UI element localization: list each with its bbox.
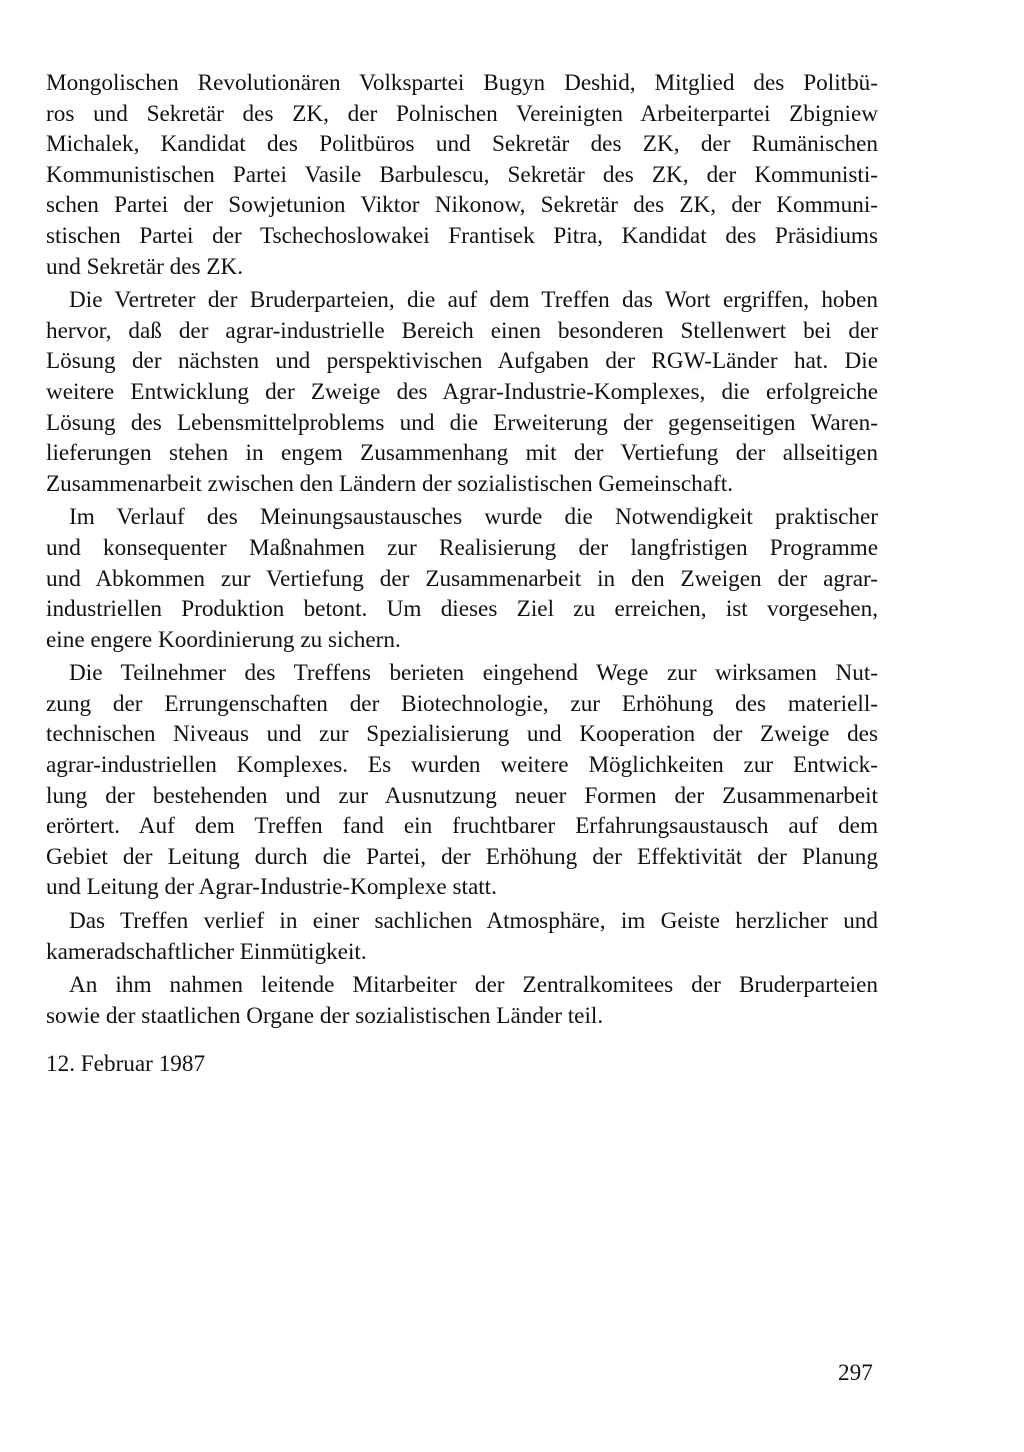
text-line: Im Verlauf des Meinungsaustausches wurde die Notwendigkeit praktischer	[69, 504, 878, 531]
text-line: kameradschaftlicher Einmütigkeit.	[46, 938, 367, 965]
text-line: ros und Sekretär des ZK, der Polnischen Vereinigten Arbeiterpartei Zbigniew	[46, 100, 878, 127]
text-line: Zusammenarbeit zwischen den Ländern der sozialistischen Gemeinschaft.	[46, 470, 733, 497]
text-line: sowie der staatlichen Organe der sozialistischen Länder teil.	[46, 1002, 604, 1029]
text-line: stischen Partei der Tschechoslowakei Frantisek Pitra, Kandidat des Präsidiums	[46, 222, 878, 249]
text-line: industriellen Produktion betont. Um dieses Ziel zu erreichen, ist vorgesehen,	[46, 596, 878, 623]
text-line: eine engere Koordinierung zu sichern.	[46, 626, 401, 653]
paragraph-5	[46, 906, 878, 967]
text-line: und konsequenter Maßnahmen zur Realisierung der langfristigen Programme	[46, 534, 878, 561]
text-line: agrar-industriellen Komplexes. Es wurden weitere Möglichkeiten zur Entwick-	[46, 752, 878, 779]
text-line: lieferungen stehen in engem Zusammenhang mit der Vertiefung der allseitigen	[46, 440, 878, 467]
paragraph-6	[46, 970, 878, 1031]
text-line: weitere Entwicklung der Zweige des Agrar-Industrie-Komplexes, die erfolgreiche	[46, 378, 878, 405]
text-line: und Abkommen zur Vertiefung der Zusammenarbeit in den Zweigen der agrar-	[46, 565, 878, 592]
text-line: Lösung des Lebensmittelproblems und die Erweiterung der gegenseitigen Waren-	[46, 409, 878, 436]
text-line: und Sekretär des ZK.	[46, 253, 244, 280]
text-line: Gebiet der Leitung durch die Partei, der Erhöhung der Effektivität der Planung	[46, 843, 878, 870]
paragraph-2	[46, 285, 878, 499]
text-line: und Leitung der Agrar-Industrie-Komplexe statt.	[46, 874, 497, 901]
text-line: Die Vertreter der Bruderparteien, die auf dem Treffen das Wort ergriffen, hoben	[69, 287, 878, 314]
paragraph-3	[46, 502, 878, 655]
text-line: An ihm nahmen leitende Mitarbeiter der Zentralkomitees der Bruderparteien	[69, 972, 878, 999]
page-number: 297	[838, 1360, 873, 1386]
text-line: schen Partei der Sowjetunion Viktor Nikonow, Sekretär des ZK, der Kommuni-	[46, 192, 878, 219]
text-line: erörtert. Auf dem Treffen fand ein fruchtbarer Erfahrungsaustausch auf dem	[46, 813, 878, 840]
text-line: zung der Errungenschaften der Biotechnologie, zur Erhöhung des materiell-	[46, 690, 878, 717]
paragraph-4	[46, 658, 878, 903]
text-line: Das Treffen verlief in einer sachlichen Atmosphäre, im Geiste herzlicher und	[69, 908, 878, 935]
text-line: Michalek, Kandidat des Politbüros und Sekretär des ZK, der Rumänischen	[46, 131, 878, 158]
paragraph-1	[46, 68, 878, 282]
text-line: hervor, daß der agrar-industrielle Bereich einen besonderen Stellenwert bei der	[46, 317, 878, 344]
text-line: Mongolischen Revolutionären Volkspartei Bugyn Deshid, Mitglied des Politbü-	[46, 70, 878, 96]
text-line: lung der bestehenden und zur Ausnutzung neuer Formen der Zusammenarbeit	[46, 782, 878, 809]
document-date: 12. Februar 1987	[46, 1051, 206, 1077]
text-line: Kommunistischen Partei Vasile Barbulescu, Sekretär des ZK, der Kommunisti-	[46, 161, 878, 188]
text-line: Lösung der nächsten und perspektivischen Aufgaben der RGW-Länder hat. Die	[46, 348, 878, 375]
document-body	[46, 68, 878, 1031]
text-line: technischen Niveaus und zur Spezialisierung und Kooperation der Zweige des	[46, 721, 878, 748]
text-line: Die Teilnehmer des Treffens berieten eingehend Wege zur wirksamen Nut-	[69, 660, 878, 687]
